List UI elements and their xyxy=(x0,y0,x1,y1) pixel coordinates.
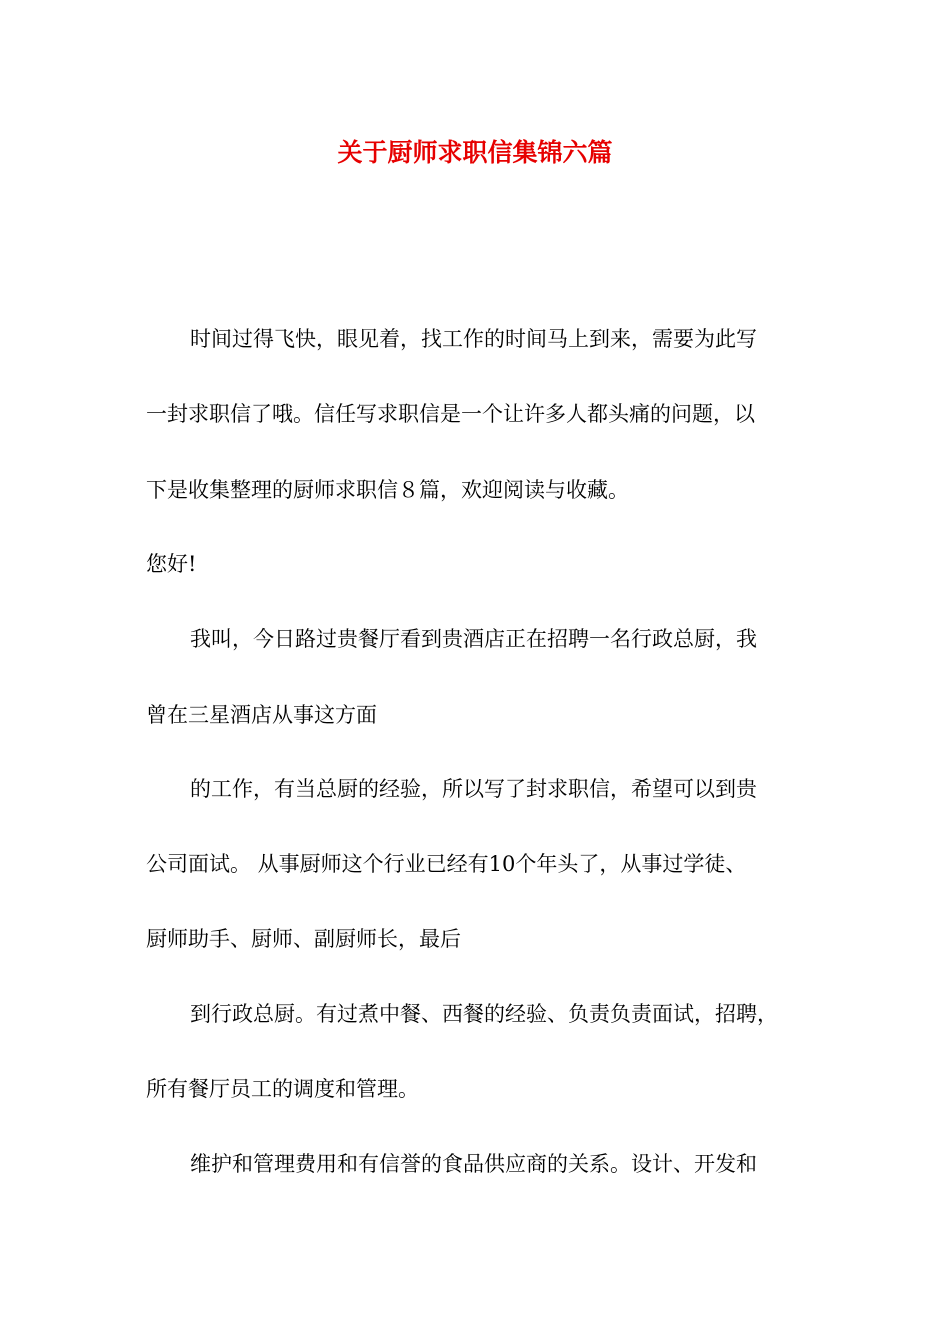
paragraph-line: 下是收集整理的厨师求职信８篇，欢迎阅读与收藏。 xyxy=(146,478,629,502)
paragraph-line: 维护和管理费用和有信誉的食品供应商的关系。设计、开发和 xyxy=(190,1152,757,1176)
paragraph-line: 的工作，有当总厨的经验，所以写了封求职信，希望可以到贵 xyxy=(190,777,757,801)
paragraph-line: 曾在三星酒店从事这方面 xyxy=(146,703,377,727)
paragraph-line: 厨师助手、厨师、副厨师长，最后 xyxy=(146,927,461,951)
document-title: 关于厨师求职信集锦六篇 xyxy=(337,138,613,167)
paragraph-line: 时间过得飞快，眼见着，找工作的时间马上到来，需要为此写 xyxy=(190,327,757,351)
paragraph-line: 一封求职信了哦。信任写求职信是一个让许多人都头痛的问题，以 xyxy=(146,402,755,426)
paragraph-line: 到行政总厨。有过煮中餐、西餐的经验、负责负责面试，招聘， xyxy=(190,1002,778,1026)
greeting-line: 您好! xyxy=(146,552,197,576)
paragraph-line: 公司面试。 从事厨师这个行业已经有10个年头了，从事过学徒、 xyxy=(146,852,747,876)
paragraph-line: 我叫，今日路过贵餐厅看到贵酒店正在招聘一名行政总厨，我 xyxy=(190,627,757,651)
paragraph-line: 所有餐厅员工的调度和管理。 xyxy=(146,1077,419,1101)
